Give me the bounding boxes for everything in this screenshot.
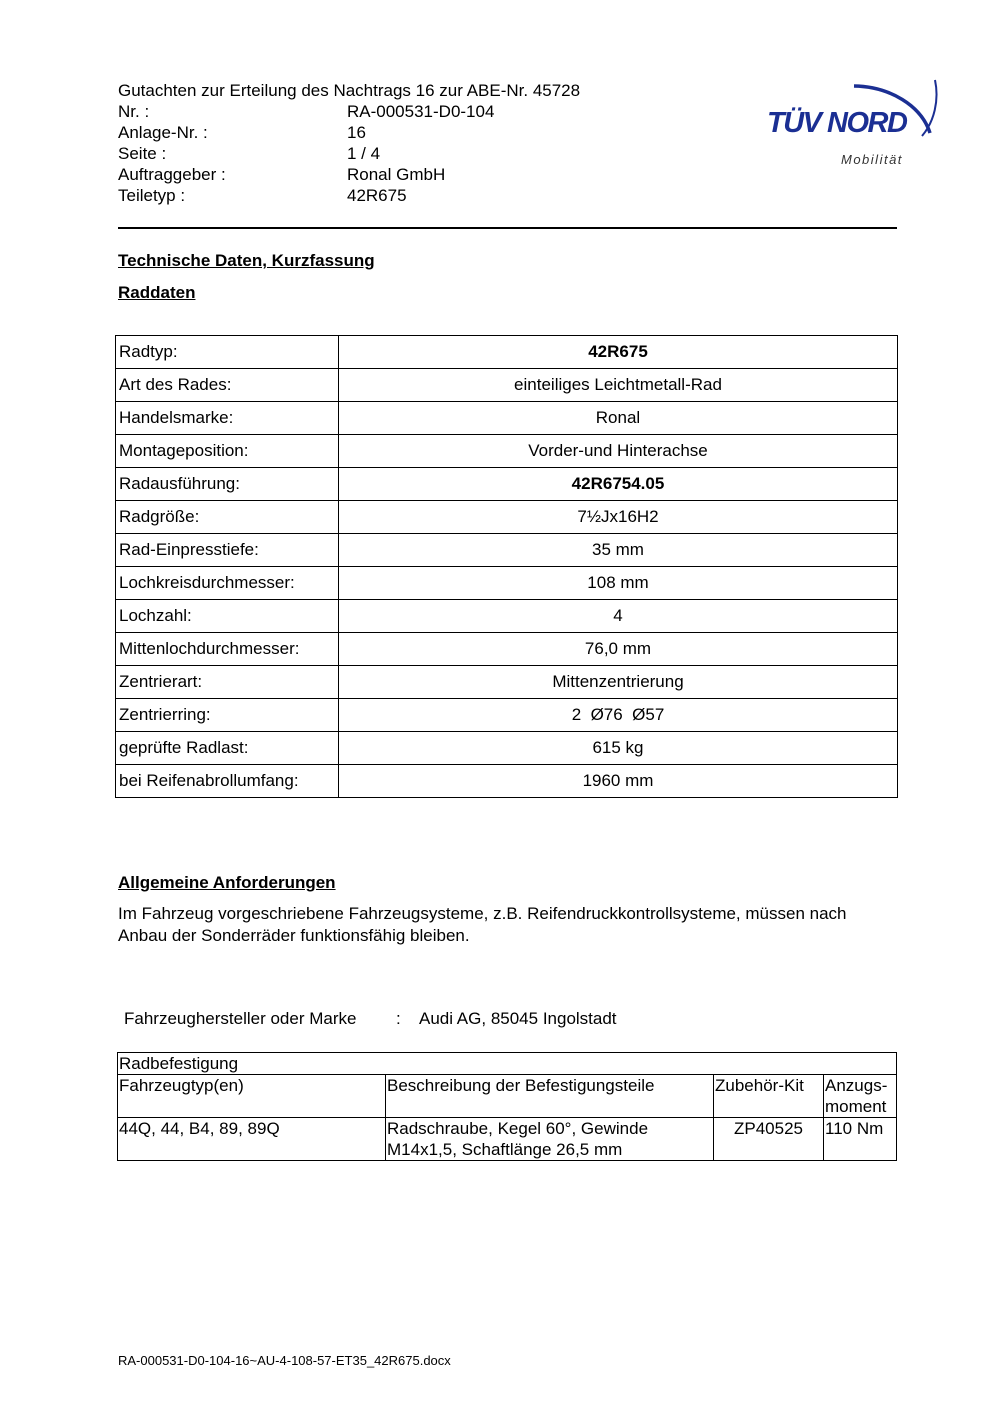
table-row [116, 402, 898, 435]
header-value: RA-000531-D0-104 [347, 102, 495, 121]
table-title-row [118, 1053, 897, 1075]
header-title: Gutachten zur Erteilung des Nachtrags 16 zur ABE-Nr. 45728 [118, 81, 581, 100]
section-subheading-raddaten: Raddaten [118, 283, 196, 302]
wheel-data-table [115, 335, 898, 798]
header-label: Seite : [118, 144, 167, 163]
header-row-nr [118, 101, 678, 122]
table-row [116, 567, 898, 600]
header-value: Ronal GmbH [347, 165, 446, 184]
header-label: Auftraggeber : [118, 165, 226, 184]
table-header-row [118, 1075, 897, 1118]
table-label: Rad-Einpresstiefe: [116, 534, 339, 567]
table-row [116, 600, 898, 633]
column-header: Beschreibung der Befestigungsteile [386, 1075, 714, 1118]
table-value: 108 mm [339, 567, 898, 600]
header-value: 1 / 4 [347, 144, 381, 163]
table-label: Lochzahl: [116, 600, 339, 633]
manufacturer-label: Fahrzeughersteller oder Marke [124, 1009, 357, 1028]
table-value: 1960 mm [339, 765, 898, 798]
table-label: Montageposition: [116, 435, 339, 468]
table-row [116, 336, 898, 369]
header-value: 42R675 [347, 186, 407, 205]
section-heading-allgemeine-anforderungen: Allgemeine Anforderungen [118, 873, 336, 892]
table-label: Lochkreisdurchmesser: [116, 567, 339, 600]
table-value: 7½Jx16H2 [339, 501, 898, 534]
manufacturer-line [124, 1009, 617, 1029]
table-value: einteiliges Leichtmetall-Rad [339, 369, 898, 402]
table-title: Radbefestigung [118, 1053, 897, 1075]
table-cell: 44Q, 44, B4, 89, 89Q [118, 1118, 386, 1161]
header-row-auftraggeber [118, 164, 678, 185]
column-header: Fahrzeugtyp(en) [118, 1075, 386, 1118]
table-value: 4 [339, 600, 898, 633]
header-row-anlage [118, 122, 678, 143]
header-value: 16 [347, 123, 366, 142]
document-header [118, 80, 678, 206]
table-value: 76,0 mm [339, 633, 898, 666]
header-label: Nr. : [118, 102, 150, 121]
table-row [116, 501, 898, 534]
table-value: 42R675 [339, 336, 898, 369]
table-cell: ZP40525 [714, 1118, 824, 1161]
logo-subtitle: Mobilität [841, 152, 903, 167]
header-label: Anlage-Nr. : [118, 123, 208, 142]
table-row [116, 534, 898, 567]
table-label: Radtyp: [116, 336, 339, 369]
table-label: Zentrierart: [116, 666, 339, 699]
column-header: Anzugs-moment [824, 1075, 897, 1118]
column-header: Zubehör-Kit [714, 1075, 824, 1118]
table-row [118, 1118, 897, 1161]
table-value: Mittenzentrierung [339, 666, 898, 699]
table-label: Zentrierring: [116, 699, 339, 732]
table-row [116, 468, 898, 501]
table-value: 42R6754.05 [339, 468, 898, 501]
table-row [116, 633, 898, 666]
table-cell: Radschraube, Kegel 60°, Gewinde M14x1,5, Schaftlänge 26,5 mm [386, 1118, 714, 1161]
table-row [116, 765, 898, 798]
table-cell: 110 Nm [824, 1118, 897, 1161]
table-label: geprüfte Radlast: [116, 732, 339, 765]
table-label: Radausführung: [116, 468, 339, 501]
table-value: 615 kg [339, 732, 898, 765]
manufacturer-separator: : [396, 1009, 401, 1028]
table-label: bei Reifenabrollumfang: [116, 765, 339, 798]
header-divider [118, 227, 897, 229]
footer-filename: RA-000531-D0-104-16~AU-4-108-57-ET35_42R675.docx [118, 1353, 451, 1368]
section-heading-technische-daten: Technische Daten, Kurzfassung [118, 251, 375, 270]
header-row-seite [118, 143, 678, 164]
table-value: 35 mm [339, 534, 898, 567]
logo-brand: TÜV NORD [767, 107, 907, 139]
table-label: Mittenlochdurchmesser: [116, 633, 339, 666]
table-value: 2 Ø76 Ø57 [339, 699, 898, 732]
table-row [116, 699, 898, 732]
requirements-paragraph: Im Fahrzeug vorgeschriebene Fahrzeugsysteme, z.B. Reifendruckkontrollsysteme, müssen nach Anbau der Sonderräder funktionsfähig bleiben. [118, 904, 847, 945]
wheel-fixing-table [117, 1052, 897, 1161]
table-value: Ronal [339, 402, 898, 435]
table-value: Vorder-und Hinterachse [339, 435, 898, 468]
tuv-nord-logo [762, 58, 942, 173]
table-row [116, 666, 898, 699]
header-label: Teiletyp : [118, 186, 186, 205]
table-row [116, 369, 898, 402]
header-row-teiletyp [118, 185, 678, 206]
table-row [116, 732, 898, 765]
table-label: Radgröße: [116, 501, 339, 534]
table-label: Handelsmarke: [116, 402, 339, 435]
table-label: Art des Rades: [116, 369, 339, 402]
manufacturer-value: Audi AG, 85045 Ingolstadt [419, 1009, 617, 1028]
table-row [116, 435, 898, 468]
